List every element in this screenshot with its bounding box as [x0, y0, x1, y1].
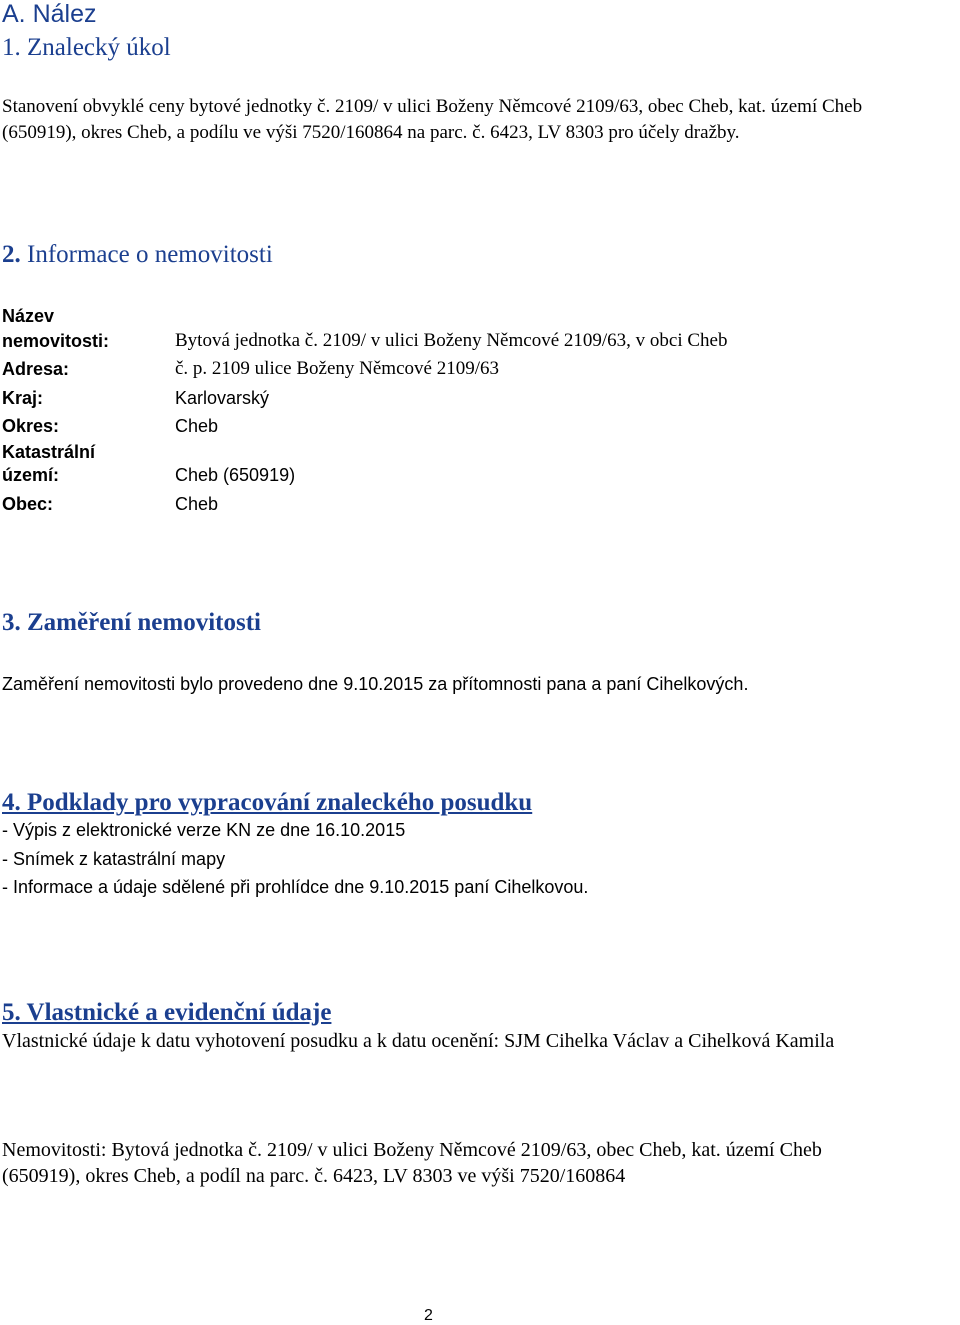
- section5-owners: Vlastnické údaje k datu vyhotovení posudku a k datu ocenění: SJM Cihelka Václav a Cihelková Kamila: [2, 1030, 835, 1052]
- section5-property-line1: Nemovitosti: Bytová jednotka č. 2109/ v ulici Boženy Němcové 2109/63, obec Cheb, kat. území Cheb: [2, 1139, 822, 1161]
- label-nazev-line2: nemovitosti:: [2, 331, 110, 351]
- value-obec: Cheb: [175, 494, 219, 514]
- section1-title: 1. Znalecký úkol: [2, 34, 171, 61]
- page-number: 2: [424, 1307, 433, 1324]
- label-adresa: Adresa:: [2, 359, 70, 379]
- document-heading: A. Nález: [2, 0, 97, 28]
- label-nazev-line1: Název: [2, 306, 55, 326]
- value-kraj: Karlovarský: [175, 388, 270, 408]
- label-katastralni-line2: území:: [2, 465, 60, 485]
- label-kraj: Kraj:: [2, 388, 44, 408]
- section2-title: 2. Informace o nemovitosti: [2, 241, 273, 268]
- section4-item-2: - Snímek z katastrální mapy: [2, 849, 226, 869]
- section5-property-line2: (650919), okres Cheb, a podíl na parc. č. 6423, LV 8303 ve výši 7520/160864: [2, 1165, 626, 1187]
- value-katastralni: Cheb (650919): [175, 465, 296, 485]
- label-obec: Obec:: [2, 494, 54, 514]
- section4-item-3: - Informace a údaje sdělené při prohlídce dne 9.10.2015 paní Cihelkovou.: [2, 877, 589, 897]
- value-nazev: Bytová jednotka č. 2109/ v ulici Boženy Němcové 2109/63, v obci Cheb: [175, 330, 728, 351]
- section4-item-1: - Výpis z elektronické verze KN ze dne 16.10.2015: [2, 820, 406, 840]
- section3-text: Zaměření nemovitosti bylo provedeno dne 9.10.2015 za přítomnosti pana a paní Cihelkových.: [2, 674, 749, 694]
- section4-title: 4. Podklady pro vypracování znaleckého posudku: [2, 789, 533, 816]
- section1-text-line1: Stanovení obvyklé ceny bytové jednotky č. 2109/ v ulici Boženy Němcové 2109/63, obec Cheb, kat. území Cheb: [2, 96, 863, 117]
- section1-text-line2: (650919), okres Cheb, a podílu ve výši 7520/160864 na parc. č. 6423, LV 8303 pro účely dražby.: [2, 122, 740, 143]
- value-adresa: č. p. 2109 ulice Boženy Němcové 2109/63: [175, 358, 499, 379]
- section2-title-text: Informace o nemovitosti: [27, 241, 273, 268]
- section3-title: 3. Zaměření nemovitosti: [2, 609, 261, 636]
- label-okres: Okres:: [2, 416, 60, 436]
- value-okres: Cheb: [175, 416, 219, 436]
- section5-title: 5. Vlastnické a evidenční údaje: [2, 999, 332, 1026]
- label-katastralni-line1: Katastrální: [2, 442, 96, 462]
